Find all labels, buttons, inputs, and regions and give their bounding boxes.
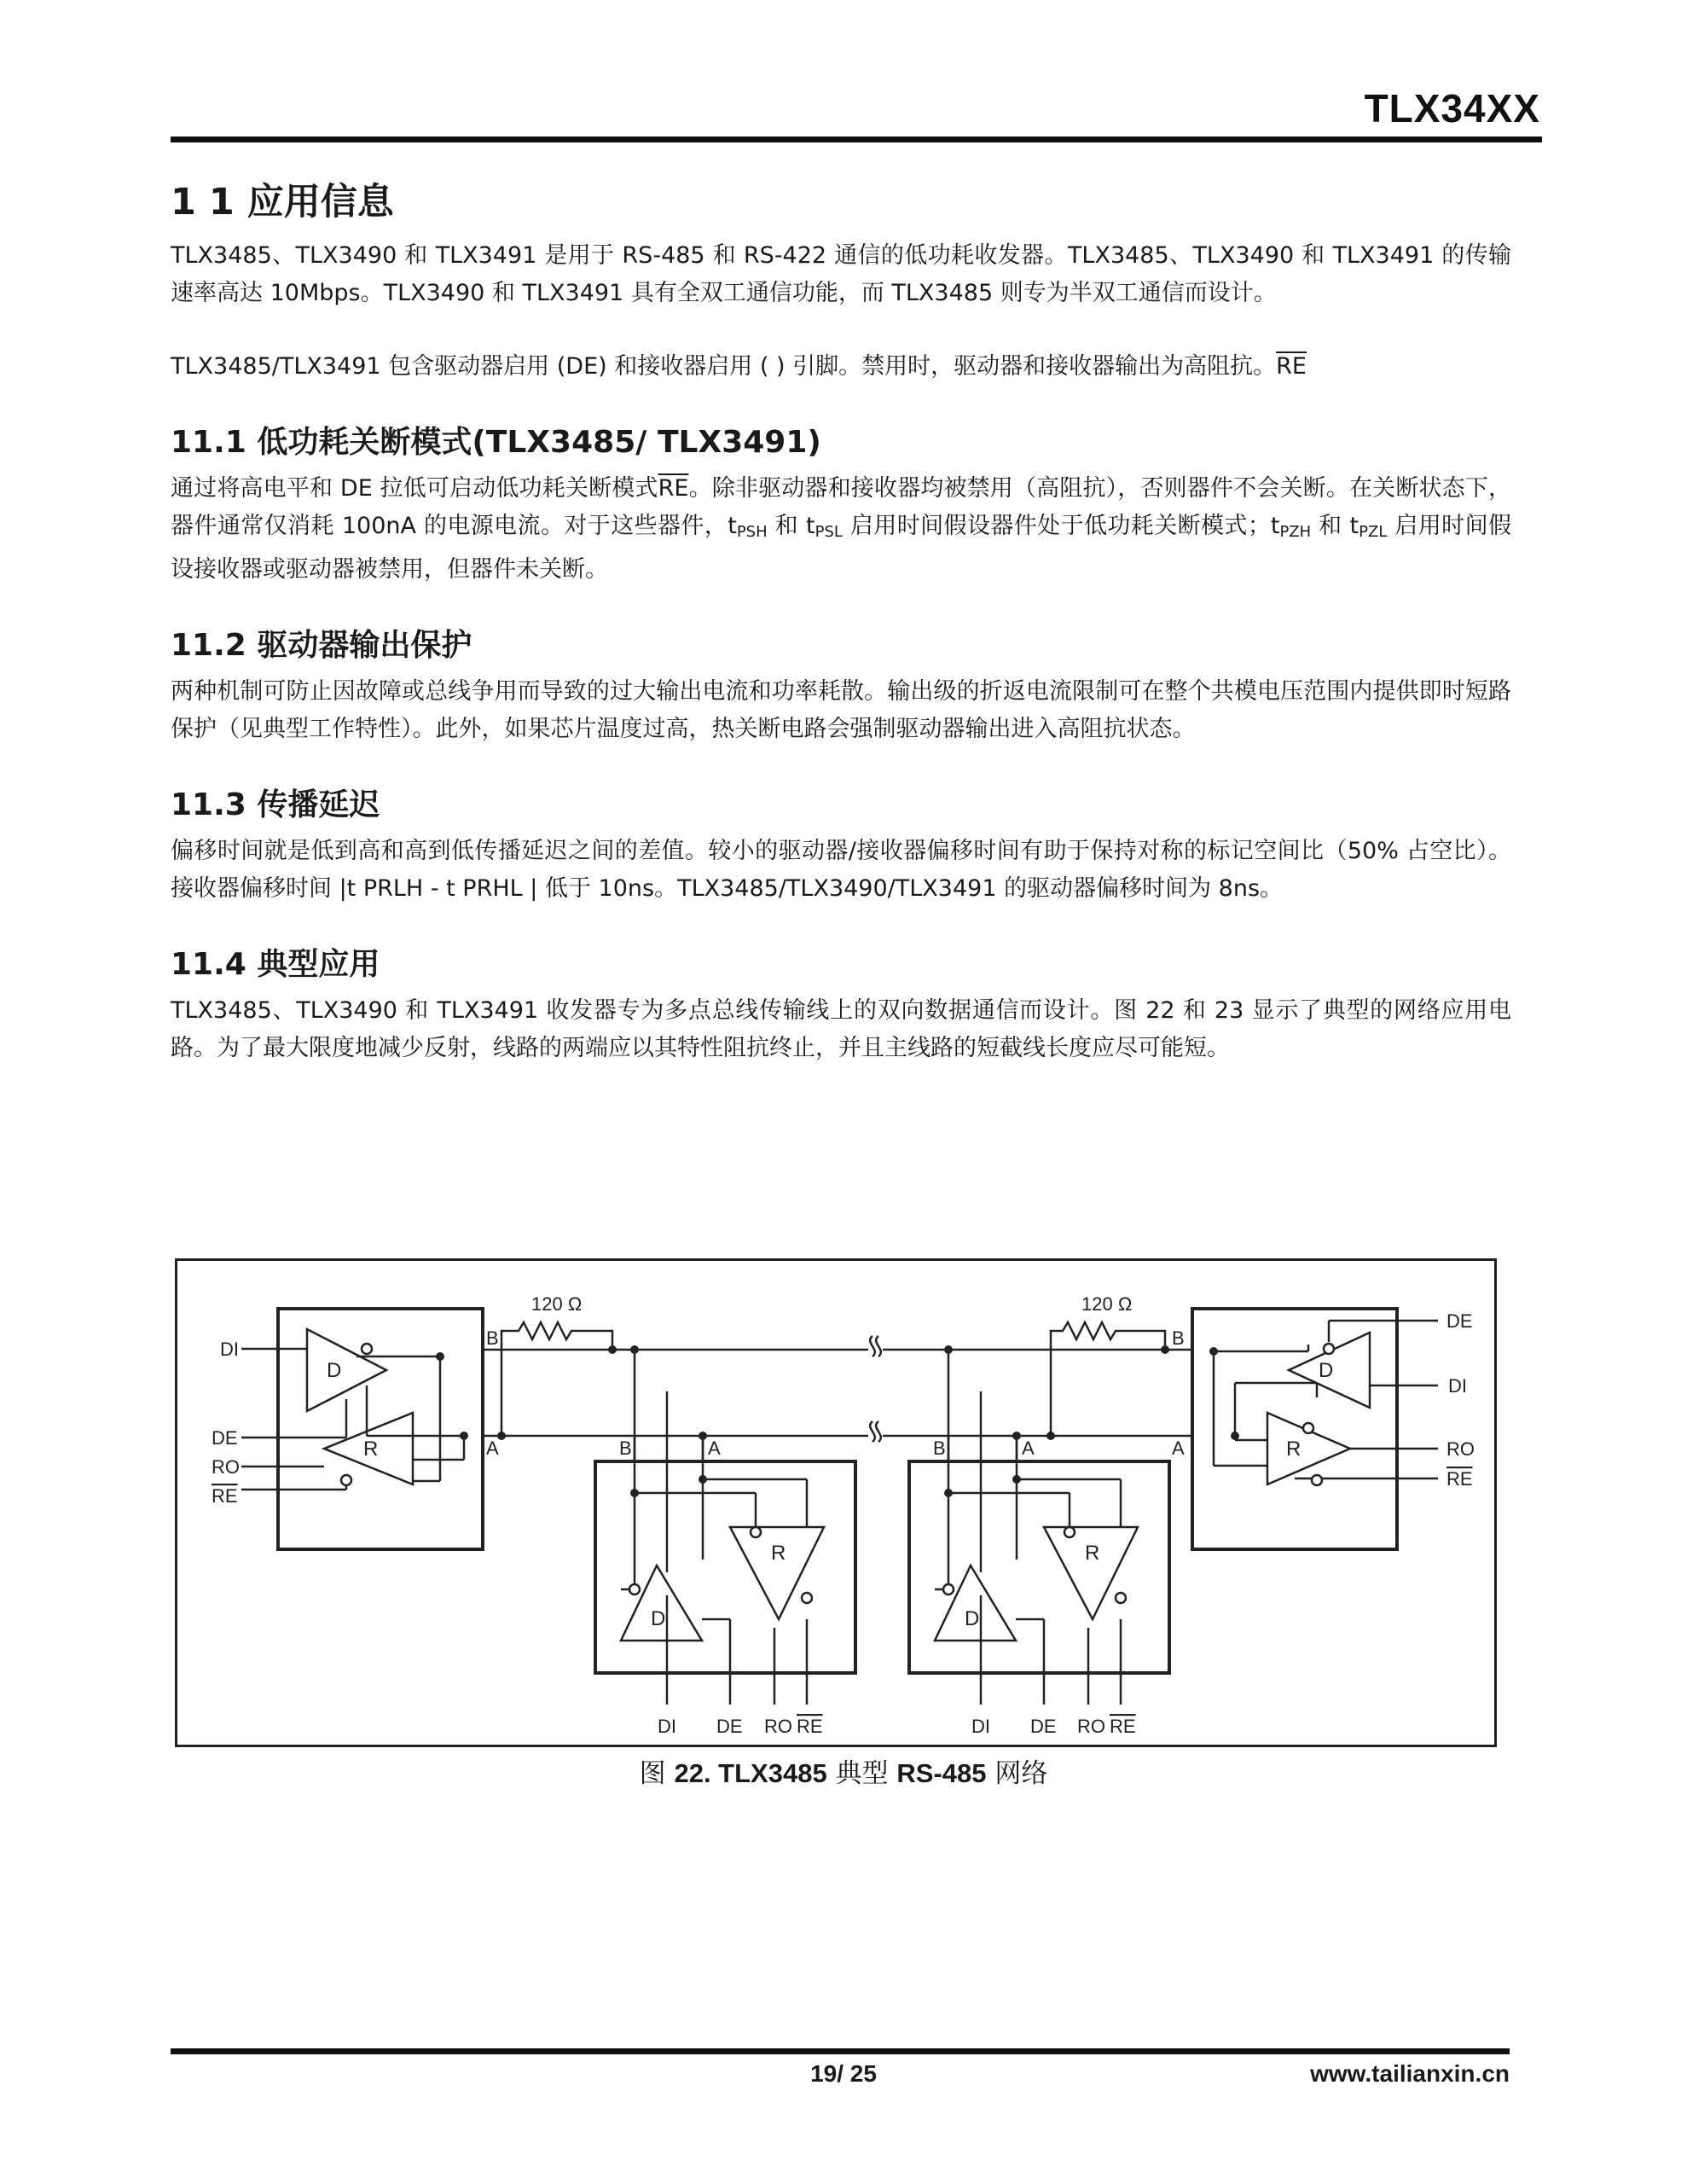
text-run: 。除非驱动器和接收器均被禁用（高阻抗），否则器件不会关断。在关断状态下，器件通常仅消耗 100nA 的电源电流。对于这些器件，t (171, 474, 1512, 539)
junction-dot (699, 1475, 707, 1484)
left-transceiver-box (278, 1309, 483, 1549)
driver-symbol (307, 1329, 386, 1411)
de-label: DE (716, 1716, 743, 1737)
driver-label: D (965, 1607, 980, 1630)
section-11-heading: 1 1 应用信息 (171, 181, 394, 224)
pin-b-label: B (933, 1438, 946, 1459)
break-symbol (870, 1336, 881, 1356)
caption-standard: RS-485 (896, 1758, 987, 1788)
driver-label: D (1319, 1359, 1334, 1382)
re-label: RE (1446, 1468, 1473, 1490)
inversion-bubble (943, 1584, 954, 1594)
subscript: PZH (1279, 522, 1312, 541)
de-label: DE (1030, 1716, 1057, 1737)
section-11-1-para (171, 470, 1511, 589)
ro-label: RO (764, 1716, 792, 1737)
di-label: DI (1448, 1375, 1467, 1397)
junction-dot (1209, 1347, 1218, 1356)
caption-figure-number: 22. TLX3485 (674, 1758, 827, 1788)
pin-a-label: A (486, 1438, 499, 1459)
section-11-2-para: 两种机制可防止因故障或总线争用而导致的过大输出电流和功率耗散。输出级的折返电流限制可在整个共模电压范围内提供即时短路保护（见典型工作特性）。此外，如果芯片温度过高，热关断电路会强制驱动器输出进入高阻抗状态。 (171, 677, 1511, 742)
section-11-1-heading: 11.1 低功耗关断模式(TLX3485/ TLX3491) (171, 424, 821, 460)
right-transceiver-box (1192, 1309, 1397, 1549)
header-title: TLX34XX (1364, 86, 1540, 131)
pin-b-label: B (486, 1327, 499, 1349)
inversion-bubble (341, 1475, 351, 1485)
header-rule (171, 136, 1542, 142)
receiver-label: R (1286, 1438, 1301, 1461)
figure-caption (0, 1751, 1687, 1790)
text-run: 启用时间假设器件处于低功耗关断模式；t (842, 512, 1280, 539)
website-link[interactable]: www.tailianxin.cn (1310, 2060, 1510, 2087)
resistor-label: 120 Ω (1081, 1293, 1133, 1315)
de-label: DE (212, 1427, 238, 1449)
junction-dot (944, 1345, 953, 1354)
section-11-para-2 (171, 348, 1511, 386)
text-run: 通过将高电平和 DE 拉低可启动低功耗关断模式 (171, 474, 658, 502)
inversion-bubble (1064, 1527, 1075, 1537)
receiver-label: R (1085, 1542, 1100, 1565)
section-11-2-heading: 11.2 驱动器输出保护 (171, 627, 472, 663)
inversion-bubble (1116, 1593, 1126, 1603)
inversion-bubble (1312, 1475, 1322, 1485)
junction-dot (436, 1352, 444, 1361)
section-11-3-para: 偏移时间就是低到高和高到低传播延迟之间的差值。较小的驱动器/接收器偏移时间有助于保持对称的标记空间比（50% 占空比）。接收器偏移时间 |t PRLH - t PRHL | 低于 10ns。TLX3485/TLX3490/TLX3491 的驱动器偏移时间为 8ns。 (171, 837, 1511, 902)
receiver-label: R (771, 1542, 786, 1565)
junction-dot (944, 1489, 953, 1497)
inversion-bubble (1303, 1423, 1313, 1433)
inversion-bubble (751, 1527, 761, 1537)
junction-dot (1231, 1432, 1239, 1440)
subscript: PSL (815, 522, 843, 541)
junction-dot (608, 1345, 617, 1354)
ro-label: RO (212, 1456, 240, 1478)
caption-text: 典型 (826, 1758, 897, 1789)
termination-resistor (1051, 1322, 1165, 1436)
junction-dot (460, 1432, 468, 1440)
inversion-bubble (362, 1344, 372, 1354)
inversion-bubble (802, 1593, 812, 1603)
main-content (171, 181, 1511, 1067)
di-label: DI (220, 1339, 239, 1360)
section-11-para-1: TLX3485、TLX3490 和 TLX3491 是用于 RS-485 和 RS-422 通信的低功耗收发器。TLX3485、TLX3490 和 TLX3491 的传输速率高达 10Mbps。TLX3490 和 TLX3491 具有全双工通信功能，而 TLX3485 则专为半双工通信而设计。 (171, 241, 1511, 306)
junction-dot (630, 1345, 639, 1354)
ro-label: RO (1446, 1438, 1475, 1460)
ro-label: RO (1077, 1716, 1105, 1737)
subscript: PZL (1359, 522, 1388, 541)
break-symbol (870, 1421, 881, 1442)
re-overbar-label: $\overline{RE}$ (658, 474, 689, 502)
junction-dot (1012, 1432, 1021, 1440)
section-11-3-heading: 11.3 传播延迟 (171, 787, 380, 822)
pin-a-label: A (1172, 1438, 1185, 1459)
re-overbar-label: $\overline{RE}$ (1276, 352, 1307, 380)
text-run: 和 t (767, 512, 815, 539)
footer-rule (171, 2048, 1510, 2054)
pin-a-label: A (1022, 1438, 1035, 1459)
rs485-network-diagram (177, 1261, 1499, 1750)
re-label: RE (1110, 1716, 1136, 1737)
re-label: RE (212, 1485, 238, 1507)
junction-dot (1012, 1475, 1021, 1484)
pin-b-label: B (1172, 1327, 1185, 1349)
section-11-4-para: TLX3485、TLX3490 和 TLX3491 收发器专为多点总线传输线上的双向数据通信而设计。图 22 和 23 显示了典型的网络应用电路。为了最大限度地减少反射，线路的两端应以其特性阻抗终止，并且主线路的短截线长度应尽可能短。 (171, 996, 1511, 1061)
de-label: DE (1446, 1310, 1473, 1332)
inversion-bubble (1324, 1344, 1334, 1354)
subscript: PSH (736, 522, 768, 541)
di-label: DI (971, 1716, 990, 1737)
para-2-text: TLX3485/TLX3491 包含驱动器启用 (DE) 和接收器启用 ( ) 引脚。禁用时，驱动器和接收器输出为高阻抗。 (171, 352, 1277, 380)
driver-label: D (651, 1607, 666, 1630)
junction-dot (1161, 1345, 1169, 1354)
termination-resistor (501, 1322, 612, 1350)
text-run: 启用时间假设接收器或驱动器被禁用，但器件未关断。 (171, 512, 1511, 583)
resistor-label: 120 Ω (531, 1293, 583, 1315)
re-label: RE (797, 1716, 823, 1737)
receiver-label: R (363, 1438, 379, 1461)
junction-dot (699, 1432, 707, 1440)
section-11-4-heading: 11.4 典型应用 (171, 946, 380, 982)
di-label: DI (658, 1716, 676, 1737)
pin-a-label: A (708, 1438, 721, 1459)
caption-text: 网络 (986, 1758, 1048, 1789)
caption-text: 图 (639, 1758, 675, 1789)
junction-dot (1046, 1432, 1055, 1440)
text-run: 和 t (1311, 512, 1359, 539)
junction-dot (630, 1489, 639, 1497)
inversion-bubble (629, 1584, 640, 1594)
rs485-network-figure (175, 1258, 1497, 1747)
pin-b-label: B (619, 1438, 632, 1459)
page-number: 19/ 25 (810, 2060, 877, 2087)
driver-label: D (327, 1359, 342, 1382)
